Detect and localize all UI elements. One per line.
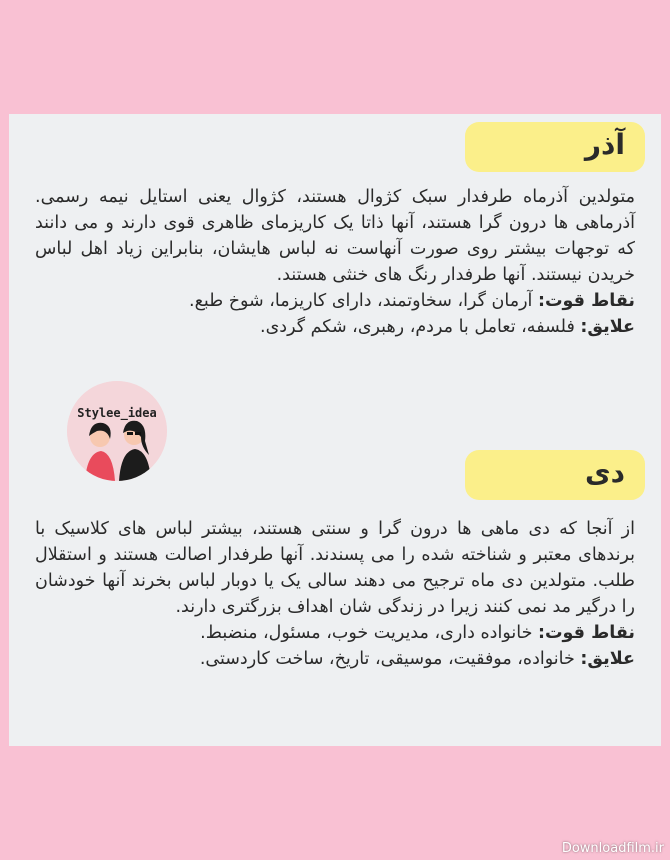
brand-logo xyxy=(67,381,167,481)
section-title: دی xyxy=(584,456,625,489)
interests-text: خانواده، موفقیت، موسیقی، تاریخ، ساخت کاردستی. xyxy=(199,649,575,669)
logo-illustration xyxy=(67,381,167,481)
section-body xyxy=(35,184,635,340)
strengths-text: آرمان گرا، سخاوتمند، دارای کاریزما، شوخ طبع. xyxy=(189,291,533,311)
title-highlight xyxy=(465,450,645,500)
interests-label: علایق: xyxy=(580,649,635,669)
logo-text: Stylee_idea xyxy=(77,406,157,420)
strengths-line xyxy=(35,288,635,314)
interests-text: فلسفه، تعامل با مردم، رهبری، شکم گردی. xyxy=(260,317,575,337)
strengths-text: خانواده داری، مدیریت خوب، مسئول، منضبط. xyxy=(200,623,533,643)
strengths-label: نقاط قوت: xyxy=(537,291,635,311)
section-description: متولدین آذرماه طرفدار سبک کژوال هستند، کژوال یعنی استایل نیمه رسمی. آذرماهی ها درون گرا هستند، آنها ذاتا یک کاریزمای ظاهری قوی دارند و می دانند که توجهات بیشتر روی صورت آنهاست نه لباس هایشان، بنابراین زیاد اهل لباس خریدن نیستند. آنها طرفدار رنگ های خنثی هستند. xyxy=(35,187,635,285)
strengths-line xyxy=(35,620,635,646)
interests-label: علایق: xyxy=(580,317,635,337)
section-description: از آنجا که دی ماهی ها درون گرا و سنتی هستند، بیشتر لباس های کلاسیک با برندهای معتبر و شناخته شده را می پسندند. آنها طرفدار اصالت هستند و استقلال طلب. متولدین دی ماه ترجیح می دهند سالی یک یا دوبار لباس بخرند آنها خودشان را درگیر مد نمی کنند زیرا در زندگی شان اهداف بزرگتری دارند. xyxy=(35,519,635,617)
interests-line xyxy=(35,646,635,672)
title-highlight xyxy=(465,122,645,172)
watermark: Downloadfilm.ir xyxy=(561,841,664,856)
section-body xyxy=(35,516,635,672)
section-title: آذر xyxy=(584,128,625,161)
strengths-label: نقاط قوت: xyxy=(537,623,635,643)
interests-line xyxy=(35,314,635,340)
